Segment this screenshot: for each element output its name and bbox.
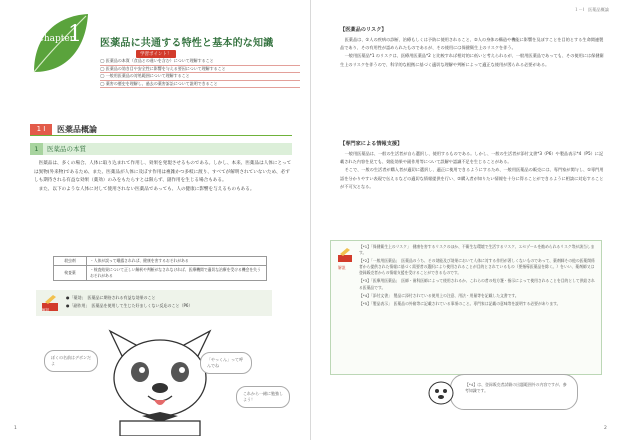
glossary-item: 【*2】「一般用医薬品」 医薬品のうち、その効能及び効果において人体に対する作用が著しくないものであって、薬剤師その他の医薬関係者から提供された情報に基づく需要者の選択により使用されることが目的とされているもの（要指導医薬品を除く。）をいい、薬剤師又は登録販売者からの情報支援を受けることができるものです。 bbox=[359, 258, 595, 276]
points-label: 学習ポイント！ bbox=[136, 50, 176, 58]
paragraph-non-human: また、以下のような人体に対して使用されない医薬品であっても、人の健康に影響を与えるものもある。 bbox=[38, 186, 255, 192]
support-paragraphs bbox=[340, 150, 604, 191]
side-note-bubble bbox=[450, 374, 578, 410]
chapter-title: 医薬品に共通する特性と基本的な知識 bbox=[100, 38, 274, 49]
heading-support: 【専門家による情報支援】 bbox=[340, 141, 403, 147]
section-number: 1 Ⅰ bbox=[30, 124, 52, 135]
support-paragraph: そこで、一般の生活者が購入者が適切に選択し、適正に使用できるようにするため、一般用医薬品の販売には、専門家が関与し、①専門用語を分かりやすい表現で伝えるなどの適切な情報提供を行い、②購入者が知りたい情報を十分に得ることができるように相談に対応することが不可欠となる。 bbox=[340, 167, 604, 189]
support-paragraph: 一般用医薬品は、一般の生活者が自ら選択し、使用するものである。しかし、一般の生活者が添付文書*3（P6）や製品表示*4（P5）に記載された内容を見ても、効能効果や副作用等について誤解や認識不足を生じることがある。 bbox=[340, 151, 604, 165]
risk-paragraph: 医薬品は、①人の疾病の診断、治療もしくは予防に使用されること、②人の身体の構造や機能に影響を及ぼすことを目的とする生命関連製品であり、その有用性が認められたものであるが、その使用には保健衛生上のリスクを伴う。 bbox=[340, 37, 604, 51]
page-number: 1 bbox=[14, 426, 17, 431]
table-row bbox=[54, 266, 267, 281]
examples-table bbox=[53, 256, 267, 281]
chapter-number: 1 bbox=[68, 22, 82, 47]
glossary-item: 【*3】「医療用医薬品」 医師・歯科医師によって使用されるか、これらの者の処方箋・指示によって使用されることを目的として供給される医薬品です。 bbox=[359, 278, 595, 290]
chapter-word: Chapter bbox=[37, 34, 75, 44]
table-row bbox=[54, 257, 267, 266]
learning-point: ◯ 薬害の歴史を理解し、過去の薬害訴訟について説明できること bbox=[100, 81, 300, 89]
paragraph-essence: 医薬品は、多くの場合、人体に取り込まれて作用し、効果を発現させるものである。しかし、本来、医薬品は人体にとっては異物(外来物)であるため、また、医薬品が人体に及ぼす作用は複雑かつ多岐に渡り、すべてが解明されていないため、必ずしも期待される有益な効果（薬効）のみをもたらすとは限らず、副作用を生じる場合もある。 bbox=[34, 161, 292, 184]
heading-risk: 【医薬品のリスク】 bbox=[340, 27, 387, 33]
section-header bbox=[30, 124, 292, 136]
table-cell: ・人体が誤って曝露されれば、健康を害するおそれがある bbox=[87, 257, 267, 266]
note-label: 解説 bbox=[42, 308, 50, 312]
pencil-icon bbox=[337, 247, 353, 263]
note-line: ●「薬効」 医薬品に期待される有益な効果のこと bbox=[66, 295, 156, 300]
speech-bubble: 「やっくん」って呼んでね bbox=[200, 352, 252, 374]
body-paragraphs bbox=[34, 160, 292, 194]
speech-bubble: これから一緒に勉強しよう！ bbox=[236, 386, 290, 408]
risk-paragraphs bbox=[340, 36, 604, 69]
subsection-number: 1 bbox=[30, 143, 43, 155]
learning-point: ◯ 医薬品の本質（食品との違いを含む）について理解すること bbox=[100, 58, 300, 66]
speech-bubble: ぼくの名前はデボンだよ bbox=[44, 350, 98, 372]
section-title: 医薬品概論 bbox=[57, 125, 97, 134]
side-note-text: 【*4】は、登録販売者試験の出題範囲外の内容ですが、参考知識です。 bbox=[465, 382, 567, 394]
page-gutter bbox=[310, 0, 311, 440]
glossary-box bbox=[330, 240, 602, 375]
learning-point: ◯ 医薬品の効き目や安全性に影響を与える要因について理解すること bbox=[100, 66, 300, 74]
subsection-header bbox=[30, 143, 292, 155]
note-line: ●「副作用」 医薬品を使用して生じた好ましくない反応のこと（P6） bbox=[66, 303, 193, 308]
explanation-note bbox=[36, 290, 272, 316]
glossary-item: 【*5】「製品表示」 医薬品の外箱等に記載されている事項のこと。専門家は記載の意味等を説明する必要があります。 bbox=[359, 300, 561, 306]
glossary-item: 【*4】「添付文書」 製品に添付されている使用上の注意、用法・用量等を記載した文書です。 bbox=[359, 292, 519, 298]
learning-points bbox=[100, 58, 300, 88]
subsection-title: 医薬品の本質 bbox=[47, 145, 86, 153]
learning-point: ◯ 一般用医薬品の対処範囲について理解すること bbox=[100, 73, 300, 81]
risk-paragraph: 一般用医薬品*1 のリスクは、医療用医薬品*2 と比較すれば相対的に低いと考えられるが、一般用医薬品であっても、その使用には保健衛生上のリスクを伴うので、科学的な根拠に基づく適切な理解や判断によって適正な使用が図られる必要がある。 bbox=[340, 53, 604, 67]
glossary-item: 【*1】「保健衛生上のリスク」 健康を害するリスクのほか、不衛生な環境で生活するリスク、エセゾールを勧められるリスク等が該当します。 bbox=[359, 244, 595, 256]
page-number: 2 bbox=[604, 426, 607, 431]
note-lines bbox=[66, 294, 192, 310]
table-cell: 殺虫剤 bbox=[54, 257, 87, 266]
table-cell: ・検査結果について正しい解釈や判断がなされなければ、医療機関で適切な治療を受ける機会を失うおそれがある bbox=[87, 266, 267, 281]
box-label: 解説 bbox=[338, 265, 346, 270]
glossary-items bbox=[359, 244, 595, 309]
dog-mascot-icon bbox=[427, 377, 455, 407]
dog-mascot-icon bbox=[100, 326, 220, 436]
running-header: １－Ⅰ 医薬品概論 bbox=[574, 7, 609, 12]
table-cell: 検査薬 bbox=[54, 266, 87, 281]
left-page bbox=[0, 0, 310, 440]
